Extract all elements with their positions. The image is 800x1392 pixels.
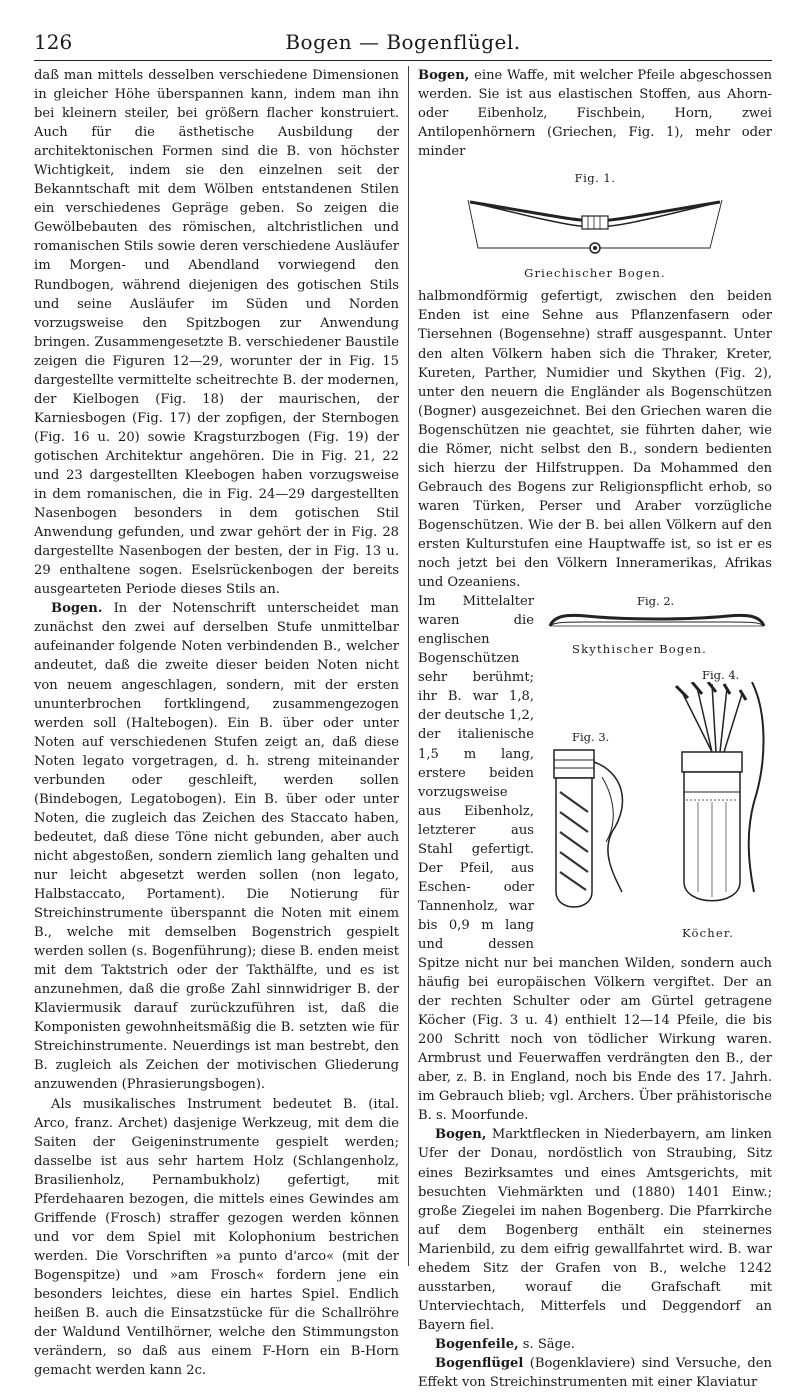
bogenfeile-text: s. Säge. <box>522 1336 575 1352</box>
left-column <box>34 66 399 1380</box>
running-title: Bogen — Bogenflügel. <box>285 30 521 54</box>
bogen-town-text: Marktflecken in Niederbayern, am linken Ufer der Donau, nordöstlich von Straubing, Sitz eines Bezirksamtes und eines Amtsgerichts, mit besuchten Viehmärkten und (1880) 1401 Einw.; große Ziegelei im nahen Bogenberg. Die Pfarrkirche auf dem Bogenberg enthält ein steinernes Marienbild, zu dem eifrig gewallfahrtet wird. B. war ehedem Sitz der Grafen von B., welche 1242 ausstarben, worauf die Grafschaft mit Unterviechtach, Mitterfels und Deggendorf an Bayern fiel. <box>418 1127 772 1333</box>
page-number: 126 <box>34 30 73 54</box>
lemma-bogenfeile: Bogenfeile, <box>435 1336 519 1352</box>
figure-4-label: Fig. 4. <box>702 668 740 683</box>
paragraph-bogen-town <box>418 1125 772 1335</box>
right-column <box>418 66 772 1392</box>
lemma-bogen-weapon: Bogen, <box>418 68 470 83</box>
paragraph-bogenfluegel <box>418 1354 772 1392</box>
lemma-bogen-town: Bogen, <box>435 1127 487 1143</box>
figure-1-caption: Griechischer Bogen. <box>524 266 666 281</box>
figure-2-label: Fig. 2. <box>637 594 675 609</box>
notation-text: In der Notenschrift unterscheidet man zunächst den zwei auf derselben Stufe unmittelbar aufeinander folgende Noten verbindenden B., welcher andeutet, daß die zweite dieser beiden Noten nicht von neuem angeschlagen, sondern, mit der ersten ununterbrochen fortklingend, zusammengezogen werden soll (Haltebogen). Ein B. über oder unter Noten auf verschiedenen Stufen zeigt an, daß diese Noten legato vorgetragen, d. h. streng miteinander verbunden oder geschleift, werden sollen (Bindebogen, Legatobogen). Ein B. über oder unter Noten, die zugleich das Zeichen des Staccato haben, bedeutet, daß diese Töne nicht gebunden, aber auch nicht abgestoßen, sondern ziemlich lang gehalten und nur leicht abgesetzt werden sollen (non legato, Halbstaccato, Portament). Die Notierung für Streichinstrumente überspannt die Noten mit einem B., welche mit demselben Bogenstrich gespielt werden sollen (s. Bogenführung); diese B. enden meist mit dem Taktstrich oder der Takthälfte, und es ist anzunehmen, daß die große Zahl sinnwidriger B. der Klaviermusik darauf zurückzuführen ist, daß die Komponisten gewohnheitsmäßig die B. setzten wie für Streichinstrumente. Neuerdings ist man bestrebt, den B. zugleich als Zeichen der motivischen Gliederung anzuwenden (Phrasierungsbogen). <box>34 601 399 1093</box>
figure-group-2-3-4 <box>542 592 772 947</box>
page-header <box>34 28 772 61</box>
paragraph-arch-styles: daß man mittels desselben verschiedene Dimensionen in gleicher Höhe überspannen kann, indem man ihn bei kleinern steiler, bei größern flacher konstruiert. Auch für die ästhetische Ausbildung der architektonischen Formen sind die B. von höchster Wichtigkeit, indem sie den einzelnen seit der Bekanntschaft mit dem Wölben entstandenen Stilen ein verschiedenes Gepräge geben. So zeigen die Gewölbebauten des römischen, altchristlichen und romanischen Stils sowie deren verschiedene Ausläufer im Morgen- und Abendland vorwiegend den Rundbogen, während diejenigen des gotischen Stils und seine Ausläufer im Süden und Norden vorzugsweise den Spitzbogen zur Anwendung bringen. Zusammengesetzte B. verschiedener Baustile zeigen die Figuren 12—29, worunter der in Fig. 15 dargestellte vermittelte scheitrechte B. der modernen, der Kielbogen (Fig. 18) der maurischen, der Karniesbogen (Fig. 17) der zopfigen, der Sternbogen (Fig. 16 u. 20) sowie Kragsturzbogen (Fig. 19) der gotischen Architektur angehören. Die in Fig. 21, 22 und 23 dargestellten Kleebogen haben vorzugsweise in dem romanischen, die in Fig. 24—29 dargestellten Nasenbogen besonders in dem gotischen Stil Anwendung gefunden, und zwar gehört der in Fig. 28 dargestellte Nasenbogen der besten, der in Fig. 13 u. 29 enthaltene sogen. Eselsrückenbogen der bereits ausgearteten Periode dieses Stils an. <box>34 68 399 598</box>
paragraph-notation <box>34 599 399 1094</box>
scythian-bow-illustration <box>546 608 768 638</box>
quiver-illustration-fig4 <box>642 682 772 922</box>
greek-bow-illustration <box>460 188 730 258</box>
quiver-illustration-fig3 <box>542 742 652 927</box>
paragraph-instrument: Als musikalisches Instrument bedeutet B. (ital. Arco, franz. Archet) dasjenige Werkzeug, mit dem die Saiten der Geigeninstrumente gespielt werden; dasselbe ist aus sehr hartem Holz (Schlangenholz, Brasilienholz, Pernambukholz) gefertigt, mit Pferdehaaren bezogen, die mittels eines Gewindes am Griffende (Frosch) straffer gezogen werden können und vor dem Spiel mit Kolophonium bestrichen werden. Die Vorschriften »a punto d'arco« (mit der Bogenspitze) und »am Frosch« fordern jene ein besonders leichtes, diese ein hartes Spiel. Endlich heißen B. auch die Einsatzstücke für die Schallröhre der Waldund Ventilhörner, welche den Stimmungston verändern, so daß aus einem F-Horn ein B-Horn gemacht werden kann 2c. <box>34 1096 399 1379</box>
bogenfluegel-text: (Bogenklaviere) sind Versuche, den Effekt von Streichinstrumenten mit einer Klaviatur <box>418 1356 772 1391</box>
paragraph-bogenfeile <box>418 1335 772 1354</box>
figure-1-label: Fig. 1. <box>574 171 616 186</box>
figure-3-label: Fig. 3. <box>572 730 610 745</box>
column-divider <box>408 66 409 1266</box>
lemma-bogen-notation: Bogen. <box>51 601 103 617</box>
lemma-bogenfluegel: Bogenflügel <box>435 1356 524 1371</box>
paragraph-weapon-intro <box>418 66 772 161</box>
figure-1 <box>418 169 772 283</box>
paragraph-weapon-history: halbmondförmig gefertigt, zwischen den beiden Enden ist eine Sehne aus Pflanzenfasern oder Tiersehnen (Bogensehne) straff ausgespannt. Unter den alten Völkern haben sich die Thraker, Kreter, Kureten, Parther, Numidier und Skythen (Fig. 2), unter den neuern die Engländer als Bogenschützen (Bogner) ausgezeichnet. Bei den Griechen waren die Bogenschützen nie geachtet, sie führten daher, wie die Römer, nicht selbst den B., sondern bedienten sich hierzu der Hilfstruppen. Da Mohammed den Gebrauch des Bogens zur Religionspflicht erhob, so waren Türken, Perser und Araber vorzügliche Bogenschützen. Wie der B. bei allen Völkern auf den ersten Kulturstufen eine Hauptwaffe ist, so ist er es noch jetzt bei den Völkern Inneramerikas, Afrikas und Ozeaniens. <box>418 289 772 591</box>
figure-2-caption: Skythischer Bogen. <box>572 642 707 657</box>
paragraph-middle-ages: Im Mittelalter waren die englischen Bogenschützen sehr berühmt; ihr B. war 1,8, der deutsche 1,2, der italienische 1,5 m lang, erstere beiden vorzugsweise aus Eibenholz, letzterer aus Stahl gefertigt. Der Pfeil, aus Eschen- oder Tannenholz, war bis 0,9 m lang und dessen Spitze nicht nur bei manchen Wilden, sondern auch häufig bei europäischen Völkern vergiftet. Der an der rechten Schulter oder am Gürtel getragene Köcher (Fig. 3 u. 4) enthielt 12—14 Pfeile, die bis 200 Schritt noch von tödlicher Wirkung waren. Armbrust und Feuerwaffen verdrängten den B., der aber, z. B. in England, noch bis Ende des 17. Jahrh. im Gebrauch blieb; vgl. Archers. Über prähistorische B. s. Moorfunde. <box>418 594 772 1124</box>
weapon-intro-text: eine Waffe, mit welcher Pfeile abgeschossen werden. Sie ist aus elastischen Stoffen, aus Ahorn- oder Eibenholz, Fischbein, Horn, zwei Antilopenhörnern (Griechen, Fig. 1), mehr oder minder <box>418 68 772 160</box>
figure-3-4-caption: Köcher. <box>682 926 735 941</box>
